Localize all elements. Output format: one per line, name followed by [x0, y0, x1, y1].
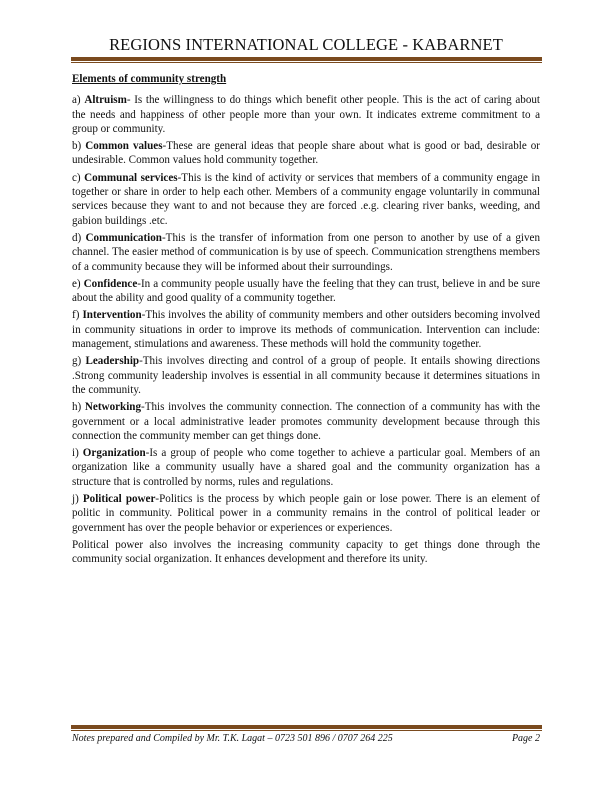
- item-term: Intervention: [82, 309, 142, 322]
- list-item: [72, 400, 540, 443]
- item-label: c): [72, 171, 81, 184]
- item-label: f): [72, 309, 80, 322]
- item-text: -This is the transfer of information from one person to another by use of a given channel. The easier method of communication is by use of speech. Communication strengthens members of a community because they will be informed about their surroundings.: [72, 231, 540, 273]
- list-item: [72, 446, 540, 489]
- item-text: -This involves the ability of community members and other outsiders becoming involved in community situations in order to improve its methods of communication. Intervention can include: management, stimulations and awareness. These methods will hold the community together.: [72, 309, 541, 351]
- item-label: i): [72, 447, 79, 460]
- item-term: Confidence: [83, 277, 138, 290]
- item-text: -In a community people usually have the feeling that they can trust, believe in and be sure about the ability and good quality of a community together.: [72, 277, 540, 305]
- item-text: -Politics is the process by which people gain or lose power. There is an element of politic in community. Political power in a community remains in the control of political leader or government has over the people behavior or experiences or experiences.: [72, 493, 540, 534]
- item-text: -This involves directing and control of a group of people. It entails showing directions .Strong community leadership involves is essential in all community because it determines situations in the community.: [72, 355, 540, 396]
- item-term: Organization: [82, 447, 146, 460]
- item-label: g): [72, 355, 82, 368]
- item-text: -This is the kind of activity or services that members of a community engage in together or share in order to help each other. Members of a community engage voluntarily in communal services because they want to and not because they are forced .e.g. clearing river banks, weeding, and gabion buildings .etc.: [72, 171, 541, 227]
- item-text: -Is a group of people who come together to achieve a particular goal. Members of an organization like a community usually have a shared goal and the community organization has a structure that is controlled by norms, rules and regulations.: [72, 447, 540, 488]
- footer-rule: [71, 725, 542, 731]
- item-term: Networking: [84, 401, 142, 414]
- items-list: [72, 93, 540, 535]
- list-item: [72, 93, 540, 136]
- item-label: b): [72, 140, 82, 153]
- item-label: e): [72, 277, 81, 290]
- item-text: - Is the willingness to do things which benefit other people. This is the act of caring about the needs and happiness of other people more than your own. It indicates extreme commitment to a group or community.: [72, 94, 540, 135]
- item-label: h): [72, 401, 82, 414]
- header-rule: [71, 57, 542, 63]
- item-term: Leadership: [85, 355, 140, 368]
- list-item: [72, 231, 540, 274]
- page-header: REGIONS INTERNATIONAL COLLEGE - KABARNET: [109, 35, 503, 54]
- list-item: [72, 171, 540, 228]
- list-item: [72, 277, 540, 306]
- footer-credit: Notes prepared and Compiled by Mr. T.K. Lagat – 0723 501 896 / 0707 264 225: [72, 733, 393, 744]
- item-text: -These are general ideas that people share about what is good or bad, desirable or undesirable. Common values hold community together.: [72, 140, 540, 167]
- item-label: d): [72, 231, 82, 244]
- item-label: j): [72, 493, 79, 506]
- page-number: Page 2: [511, 733, 540, 744]
- item-term: Altruism: [84, 94, 127, 107]
- list-item: [72, 492, 540, 535]
- section-title: Elements of community strength: [72, 73, 227, 85]
- item-term: Political power: [82, 493, 156, 506]
- item-text: -This involves the community connection. The connection of a community has with the government or a local administrative leader promotes community development because through this connection the community member can get things done.: [72, 401, 540, 442]
- list-item: [72, 354, 540, 397]
- page-footer: [72, 733, 540, 744]
- document-body: [72, 72, 540, 570]
- item-label: a): [72, 94, 81, 107]
- closing-paragraph: Political power also involves the increasing community capacity to get things done through the community social organization. It enhances development and therefore its unity.: [72, 538, 540, 566]
- item-term: Communication: [85, 231, 162, 244]
- item-term: Communal services: [84, 171, 178, 184]
- list-item: [72, 308, 540, 351]
- list-item: [72, 139, 540, 168]
- item-term: Common values: [85, 140, 163, 153]
